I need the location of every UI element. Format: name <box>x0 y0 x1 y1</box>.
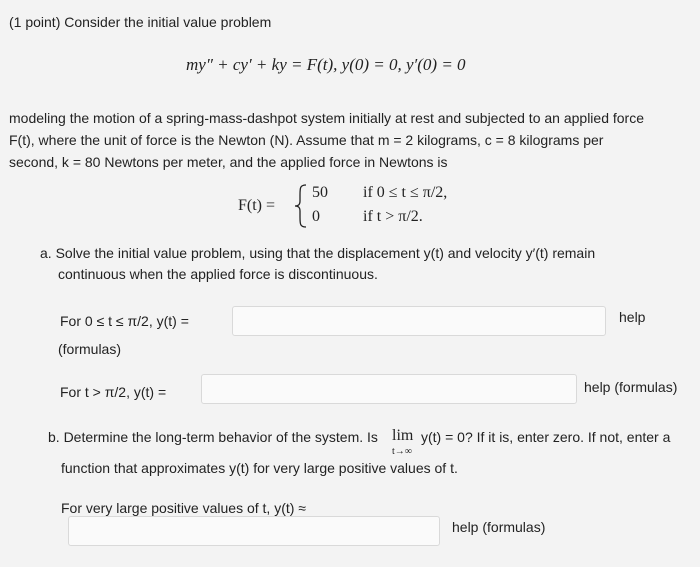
piecewise-lhs: F(t) = <box>238 197 276 214</box>
part-b-line1-end: y(t) = 0? If it is, enter zero. If not, enter a <box>421 429 671 445</box>
field1-help-link[interactable]: help <box>619 309 646 325</box>
case2-condition: if t > π/2. <box>363 208 423 225</box>
field3-label: For very large positive values of t, y(t) ≈ <box>61 500 306 516</box>
field3-help-link[interactable]: help (formulas) <box>452 519 546 535</box>
case1-value: 50 <box>312 184 328 201</box>
field2-help-link[interactable]: help (formulas) <box>584 379 678 395</box>
part-a-line2: continuous when the applied force is discontinuous. <box>58 266 378 282</box>
field1-label: For 0 ≤ t ≤ π/2, y(t) = <box>60 313 189 329</box>
part-b-line2: function that approximates y(t) for very large positive values of t. <box>61 460 458 476</box>
part-b-line1-start: b. Determine the long-term behavior of the system. Is <box>48 429 378 445</box>
problem-description-line2: F(t), where the unit of force is the Newton (N). Assume that m = 2 kilograms, c = 8 kilograms per <box>9 132 604 148</box>
case1-condition: if 0 ≤ t ≤ π/2, <box>363 184 448 201</box>
y-interval1-input[interactable] <box>232 306 606 336</box>
problem-description-line1: modeling the motion of a spring-mass-dashpot system initially at rest and subjected to an applied force <box>9 110 645 126</box>
ivp-equation: my″ + cy′ + ky = F(t), y(0) = 0, y′(0) = 0 <box>186 55 466 74</box>
problem-description-line3: second, k = 80 Newtons per meter, and the applied force in Newtons is <box>9 154 448 170</box>
field2-label: For t > π/2, y(t) = <box>60 384 167 400</box>
limit-symbol: lim <box>392 427 414 444</box>
left-brace-icon <box>293 183 309 229</box>
y-interval2-input[interactable] <box>201 374 577 404</box>
y-longterm-input[interactable] <box>68 516 440 546</box>
part-a-line1: a. Solve the initial value problem, using that the displacement y(t) and velocity y′(t) remain <box>40 245 596 261</box>
case2-value: 0 <box>312 208 320 225</box>
field1-formulas-link[interactable]: (formulas) <box>58 341 122 357</box>
problem-intro: (1 point) Consider the initial value problem <box>9 14 272 30</box>
limit-subscript: t→∞ <box>392 446 412 457</box>
